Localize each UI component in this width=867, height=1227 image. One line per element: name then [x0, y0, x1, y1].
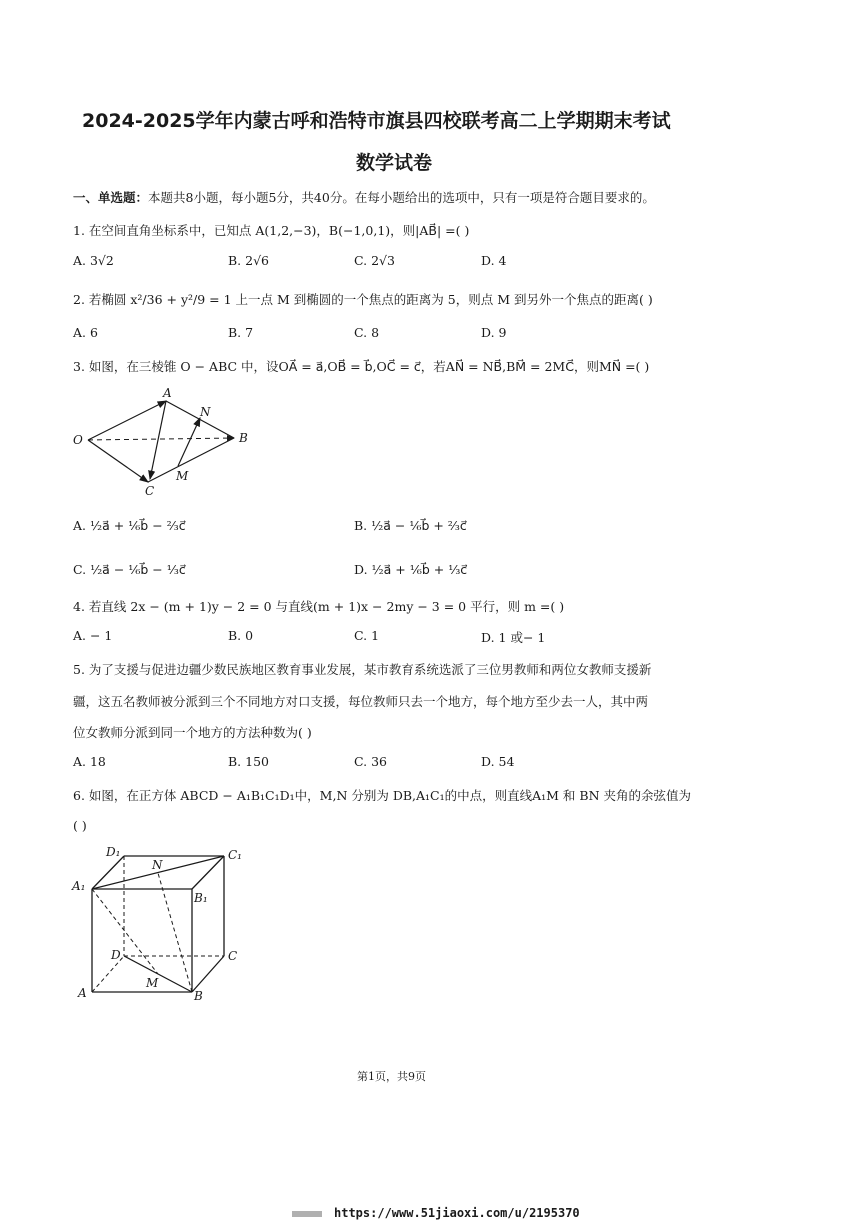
page-footer: 第1页，共9页 [357, 1070, 426, 1083]
watermark-mark [292, 1211, 322, 1217]
q1-option-c: C. 2√3 [354, 253, 395, 268]
q5-option-a: A. 18 [73, 754, 106, 769]
q3-option-d: D. ½a⃗ + ⅙b⃗ + ⅓c⃗ [354, 562, 468, 577]
segment-B-N [158, 873, 192, 992]
q1-option-d: D. 4 [481, 253, 507, 268]
edge-OA [88, 401, 166, 440]
edge-CB [148, 438, 234, 482]
q5-option-d: D. 54 [481, 754, 515, 769]
label-A: A [78, 986, 87, 1000]
label-O: O [73, 433, 83, 447]
label-M: M [176, 469, 189, 483]
label-C6: C [228, 949, 238, 963]
segment-A1-M [92, 889, 158, 974]
page-subtitle: 数学试卷 [356, 152, 433, 174]
question-5-stem-line2: 疆，这五名教师被分派到三个不同地方对口支援，每位教师只去一个地方，每个地方至少去一人，其中两 [73, 694, 649, 709]
q2-option-c: C. 8 [354, 325, 380, 340]
section-rule: 本题共8小题，每小题5分，共40分。在每小题给出的选项中，只有一项是符合题目要求的。 [148, 190, 655, 205]
question-5-stem-line1: 5. 为了支援与促进边疆少数民族地区教育事业发展，某市教育系统选派了三位男教师和两位女教师支援新 [73, 662, 652, 677]
edge-AC [150, 401, 166, 479]
question-5-stem-line3: 位女教师分派到同一个地方的方法种数为( ) [73, 725, 312, 740]
edge-OB [88, 438, 234, 440]
q4-option-d: D. 1 或− 1 [481, 630, 546, 645]
q5-option-c: C. 36 [354, 754, 387, 769]
label-N6: N [152, 858, 163, 872]
label-B1: B₁ [194, 891, 208, 905]
question-6-stem-line2: ( ) [73, 818, 87, 833]
label-D: D [111, 948, 121, 962]
question-4-stem: 4. 若直线 2x − (m + 1)y − 2 = 0 与直线(m + 1)x − 2my − 3 = 0 平行，则 m =( ) [73, 599, 565, 614]
q3-option-b: B. ½a⃗ − ⅙b⃗ + ⅔c⃗ [354, 518, 467, 533]
q2-option-d: D. 9 [481, 325, 507, 340]
label-D1: D₁ [106, 845, 121, 859]
q2-option-b: B. 7 [228, 325, 254, 340]
edge-B1-C1 [192, 856, 224, 889]
label-C: C [145, 484, 155, 498]
label-A1: A₁ [72, 879, 86, 893]
q3-option-a: A. ½a⃗ + ⅙b⃗ − ⅔c⃗ [73, 518, 186, 533]
question-6-stem-line1: 6. 如图，在正方体 ABCD − A₁B₁C₁D₁中，M,N 分别为 DB,A₁C₁的中点，则直线A₁M 和 BN 夹角的余弦值为 [73, 788, 692, 803]
segment-MN [178, 418, 200, 466]
figure-cube [66, 842, 256, 1007]
q4-option-b: B. 0 [228, 628, 254, 643]
q1-option-b: B. 2√6 [228, 253, 270, 268]
label-A: A [163, 386, 172, 400]
label-M6: M [146, 976, 159, 990]
edge-A1-D1 [92, 856, 124, 889]
q4-option-c: C. 1 [354, 628, 380, 643]
section-prefix: 一、单选题： [73, 190, 149, 205]
page-title: 2024-2025学年内蒙古呼和浩特市旗县四校联考高二上学期期末考试 [82, 110, 671, 132]
question-1-stem: 1. 在空间直角坐标系中，已知点 A(1,2,−3)，B(−1,0,1)，则|AB⃗| =( ) [73, 223, 470, 238]
edge-OC [88, 440, 148, 482]
q3-option-c: C. ½a⃗ − ⅙b⃗ − ⅓c⃗ [73, 562, 186, 577]
edge-B-C [192, 956, 224, 992]
label-N: N [200, 405, 211, 419]
q1-option-a: A. 3√2 [73, 253, 114, 268]
source-url[interactable]: https://www.51jiaoxi.com/u/2195370 [334, 1206, 580, 1220]
label-B: B [239, 431, 248, 445]
question-2-stem: 2. 若椭圆 x²/36 + y²/9 = 1 上一点 M 到椭圆的一个焦点的距离为 5，则点 M 到另外一个焦点的距离( ) [73, 292, 653, 307]
label-C1: C₁ [228, 848, 242, 862]
section-header [73, 188, 655, 206]
q2-option-a: A. 6 [73, 325, 98, 340]
label-B6: B [194, 989, 203, 1003]
figure-tetrahedron [66, 384, 266, 500]
question-3-stem: 3. 如图，在三棱锥 O − ABC 中，设OA⃗ = a⃗,OB⃗ = b⃗,OC⃗ = c⃗，若AN⃗ = NB⃗,BM⃗ = 2MC⃗，则MN⃗ =( ) [73, 359, 650, 374]
q4-option-a: A. − 1 [73, 628, 113, 643]
q5-option-b: B. 150 [228, 754, 269, 769]
